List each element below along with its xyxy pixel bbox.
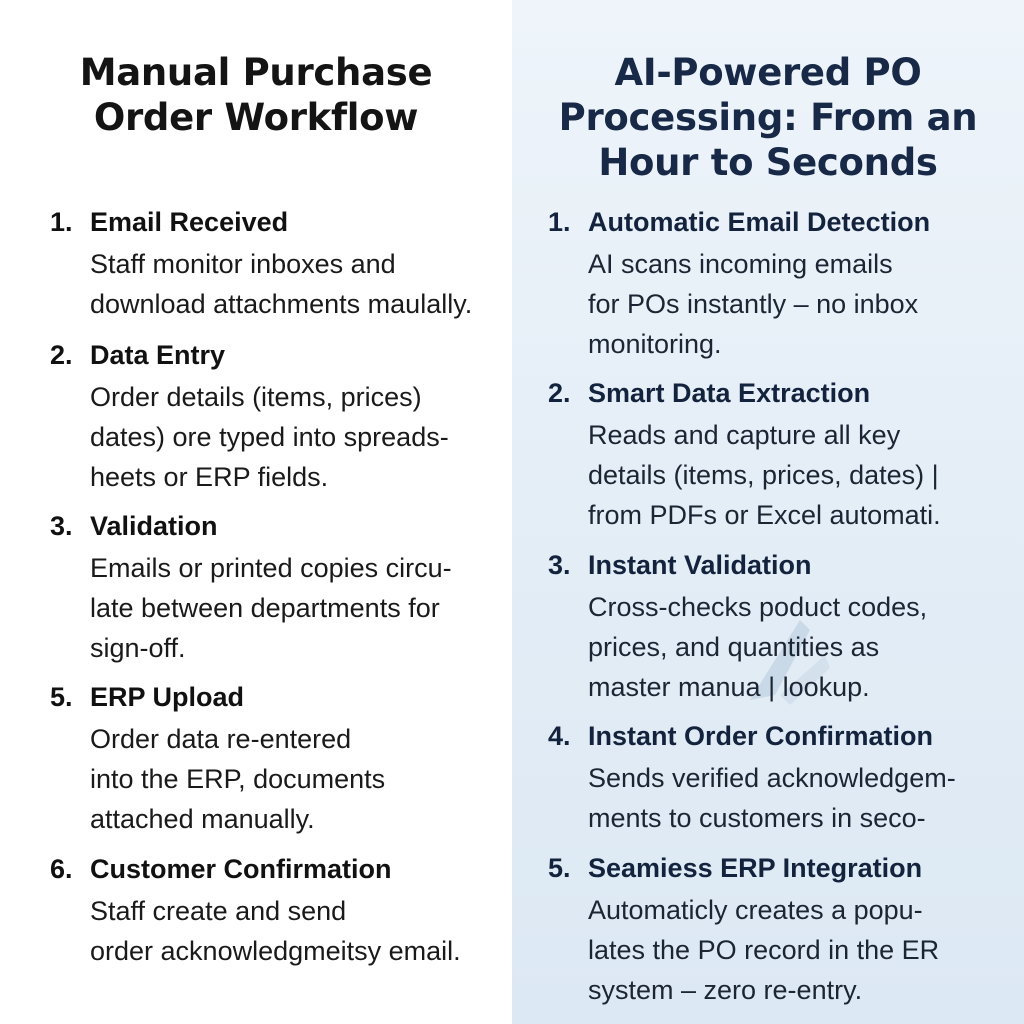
step-description-line: late between departments for — [90, 593, 440, 623]
step-heading: Instant Order Confirmation — [588, 721, 934, 751]
step-number: 5. — [50, 682, 73, 712]
step-description-line: Order details (items, prices) — [90, 382, 422, 412]
step-description — [90, 891, 461, 971]
step-description-line: Staff create and send — [90, 896, 347, 926]
step-number: 2. — [50, 340, 73, 370]
ai-processing-title — [512, 50, 1024, 185]
step-description-line: dates) ore typed into spreads- — [90, 422, 449, 452]
step-description — [90, 719, 385, 839]
step-heading: Data Entry — [90, 340, 226, 370]
title-line: Manual Purchase — [79, 51, 433, 94]
step-description-line: ments to customers in seco- — [588, 803, 926, 833]
step-heading: Instant Validation — [588, 550, 812, 580]
step-description-line: download attachments maulally. — [90, 289, 473, 319]
step-heading: Customer Confirmation — [90, 854, 392, 884]
step-description-line: Sends verified acknowledgem- — [588, 763, 956, 793]
step-heading: Automatic Email Detection — [588, 207, 931, 237]
step-heading: ERP Upload — [90, 682, 245, 712]
step-description-line: for POs instantly – no inbox — [588, 289, 919, 319]
step-description — [90, 377, 449, 497]
step-number: 5. — [548, 853, 571, 883]
title-line: Order Workflow — [93, 96, 419, 139]
step-number: 1. — [50, 207, 73, 237]
step-description-line: Reads and capture all key — [588, 420, 901, 450]
step-number: 3. — [50, 511, 73, 541]
step-description-line: Staff monitor inboxes and — [90, 249, 396, 279]
step-heading: Validation — [90, 511, 218, 541]
manual-workflow-title — [0, 50, 512, 140]
step-description-line: master manua | lookup. — [588, 672, 870, 702]
step-description-line: monitoring. — [588, 329, 722, 359]
step-heading: Seamiess ERP Integration — [588, 853, 923, 883]
step-description — [90, 244, 472, 324]
step-description-line: heets or ERP fields. — [90, 462, 329, 492]
step-number: 2. — [548, 378, 571, 408]
step-description — [588, 890, 939, 1010]
title-line: AI-Powered PO — [614, 51, 922, 94]
step-number: 3. — [548, 550, 571, 580]
step-description — [588, 587, 927, 707]
step-description-line: attached manually. — [90, 804, 315, 834]
step-description-line: order acknowledgmeitsy email. — [90, 936, 461, 966]
step-description — [90, 548, 452, 668]
step-description-line: into the ERP, documents — [90, 764, 386, 794]
title-line: Processing: From an — [558, 96, 978, 139]
step-description — [588, 244, 918, 364]
step-description-line: Order data re-entered — [90, 724, 352, 754]
step-number: 6. — [50, 854, 73, 884]
step-description-line: sign-off. — [90, 633, 186, 663]
title-line: Hour to Seconds — [598, 141, 938, 184]
step-description-line: system – zero re-entry. — [588, 975, 863, 1005]
step-description-line: Cross-checks poduct codes, — [588, 592, 928, 622]
step-description-line: AI scans incoming emails — [588, 249, 893, 279]
step-number: 4. — [548, 721, 571, 751]
step-description-line: Emails or printed copies circu- — [90, 553, 452, 583]
step-description-line: details (items, prices, dates) | — [588, 460, 939, 490]
step-description-line: prices, and quantities as — [588, 632, 880, 662]
step-number: 1. — [548, 207, 571, 237]
step-description — [588, 758, 956, 838]
step-description-line: lates the PO record in the ER — [588, 935, 940, 965]
step-description-line: from PDFs or Excel automati. — [588, 500, 941, 530]
step-description-line: Automaticly creates a popu- — [588, 895, 923, 925]
step-heading: Email Received — [90, 207, 289, 237]
step-description — [588, 415, 941, 535]
step-heading: Smart Data Extraction — [588, 378, 871, 408]
